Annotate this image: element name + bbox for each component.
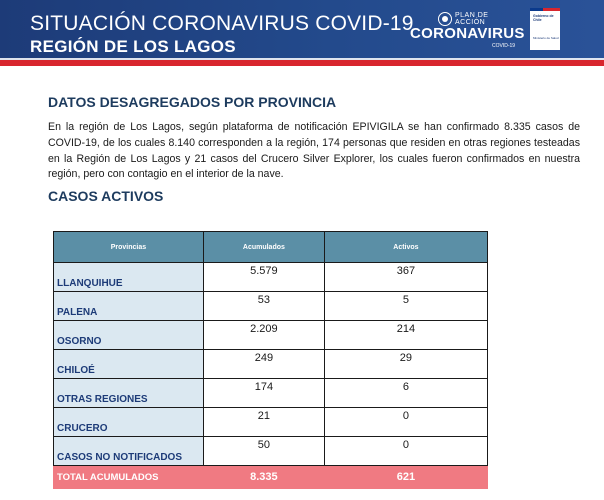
table-row bbox=[54, 379, 488, 408]
section-title: DATOS DESAGREGADOS POR PROVINCIA bbox=[48, 94, 337, 110]
total-accumulated: 8.335 bbox=[203, 466, 324, 489]
accumulated-value: 249 bbox=[203, 350, 324, 379]
active-value: 214 bbox=[324, 321, 487, 350]
active-value: 29 bbox=[324, 350, 487, 379]
active-value: 6 bbox=[324, 379, 487, 408]
chile-star-icon bbox=[438, 12, 452, 26]
active-value: 5 bbox=[324, 292, 487, 321]
gov-logo-bottom-text: Ministerio de Salud bbox=[533, 36, 559, 40]
header-activos: Activos bbox=[324, 232, 487, 263]
province-table bbox=[53, 231, 488, 489]
summary-paragraph: En la región de Los Lagos, según plataforma de notificación EPIVIGILA se han confirmado 8.335 casos de COVID-19, de los cuales 8.140 corresponden a la región, 174 personas que residen en otras regiones testeadas en la Región de Los Lagos y 21 casos del Crucero Silver Explorer, los cuales fueron confirmados en nuestra región, pero con contagio en el interior de la nave. bbox=[48, 121, 580, 181]
province-name: PALENA bbox=[54, 292, 204, 321]
active-cases-title: CASOS ACTIVOS bbox=[48, 188, 164, 204]
table-total-row bbox=[54, 466, 488, 489]
plan-main: CORONAVIRUS bbox=[410, 25, 525, 42]
accumulated-value: 53 bbox=[203, 292, 324, 321]
logo-red-bar bbox=[543, 8, 560, 11]
header-title: SITUACIÓN CORONAVIRUS COVID-19 bbox=[30, 12, 414, 35]
table-row bbox=[54, 437, 488, 466]
plan-label: PLAN DE ACCIÓN bbox=[455, 12, 489, 26]
accumulated-value: 2.209 bbox=[203, 321, 324, 350]
table-row bbox=[54, 408, 488, 437]
province-name: CRUCERO bbox=[54, 408, 204, 437]
accumulated-value: 174 bbox=[203, 379, 324, 408]
gov-logo-top-text: Gobierno de Chile bbox=[533, 14, 554, 22]
table-row bbox=[54, 292, 488, 321]
logo-blue-bar bbox=[530, 8, 543, 11]
province-name: CASOS NO NOTIFICADOS bbox=[54, 437, 204, 466]
header-banner bbox=[0, 0, 604, 66]
plan-covid: COVID-19 bbox=[492, 43, 516, 49]
table-row bbox=[54, 350, 488, 379]
plan-de-accion-logo bbox=[410, 10, 525, 52]
total-active: 621 bbox=[324, 466, 487, 489]
table-row bbox=[54, 263, 488, 292]
gobierno-logo bbox=[530, 8, 560, 50]
active-value: 0 bbox=[324, 437, 487, 466]
accumulated-value: 50 bbox=[203, 437, 324, 466]
active-value: 367 bbox=[324, 263, 487, 292]
header-red-stripe bbox=[0, 60, 604, 66]
accumulated-value: 21 bbox=[203, 408, 324, 437]
header-subtitle: REGIÓN DE LOS LAGOS bbox=[30, 37, 236, 56]
province-name: LLANQUIHUE bbox=[54, 263, 204, 292]
province-name: CHILOÉ bbox=[54, 350, 204, 379]
header-provincias: Provincias bbox=[54, 232, 204, 263]
table-row bbox=[54, 321, 488, 350]
province-name: OSORNO bbox=[54, 321, 204, 350]
accumulated-value: 5.579 bbox=[203, 263, 324, 292]
table-header-row bbox=[54, 232, 488, 263]
header-acumulados: Acumulados bbox=[203, 232, 324, 263]
active-value: 0 bbox=[324, 408, 487, 437]
total-label: TOTAL ACUMULADOS bbox=[54, 466, 204, 489]
province-name: OTRAS REGIONES bbox=[54, 379, 204, 408]
